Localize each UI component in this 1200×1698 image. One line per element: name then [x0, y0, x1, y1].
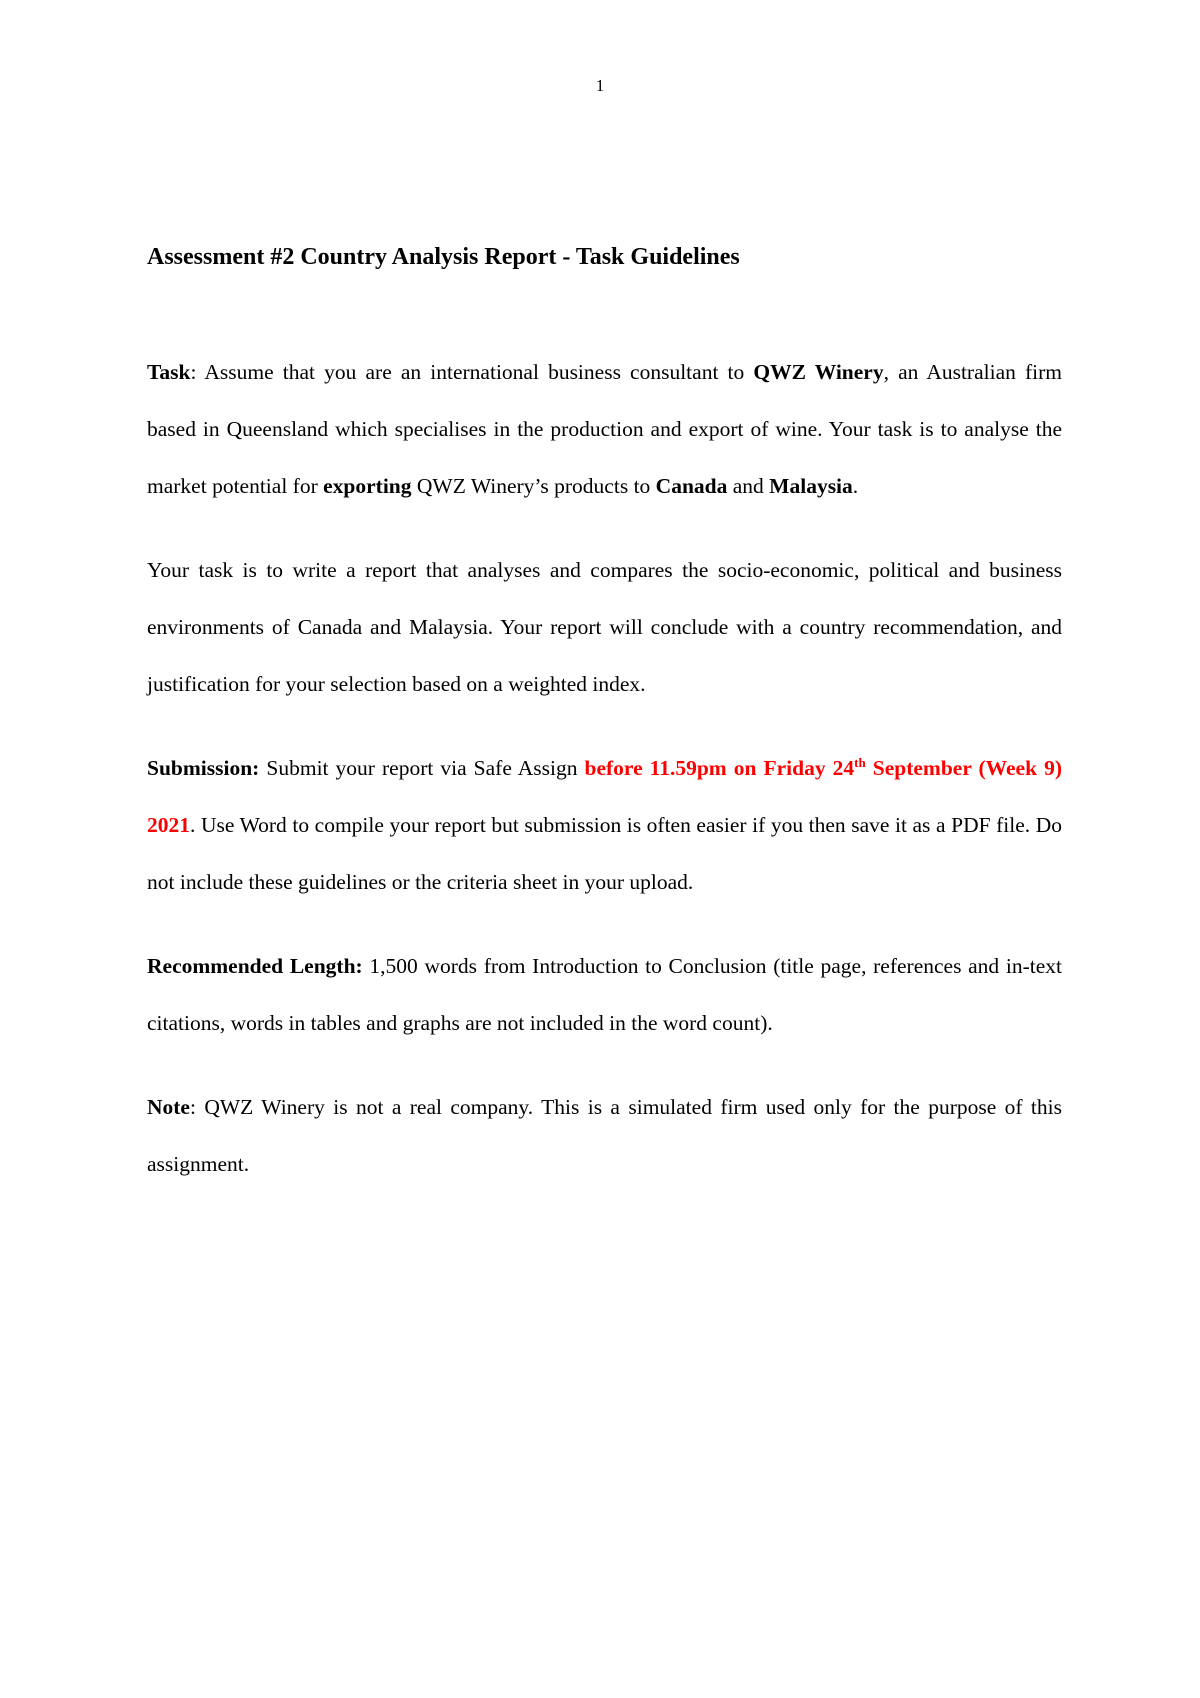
country-malaysia: Malaysia	[769, 474, 853, 498]
note-paragraph	[147, 1079, 1062, 1193]
length-text: 1,500 words from Introduction to Conclusion (title page, references and in-text citations, words in tables and graphs are not included in the word count).	[147, 954, 1062, 1035]
task-text-1: Assume that you are an international business consultant to	[204, 360, 754, 384]
page-number: 1	[595, 76, 605, 95]
deadline-ordinal: th	[854, 755, 866, 770]
note-label: Note	[147, 1095, 190, 1119]
company-name: QWZ Winery	[753, 360, 884, 384]
note-text: : QWZ Winery is not a real company. This is a simulated firm used only for the purpose of this assignment.	[147, 1095, 1062, 1176]
deadline-week: September (Week 9) 2021	[147, 756, 1062, 837]
deadline-date: before 11.59pm on Friday 24	[584, 756, 855, 780]
submission-text-2: . Use Word to compile your report but submission is often easier if you then save it as a PDF file. Do not include these guidelines or the criteria sheet in your upload.	[147, 813, 1062, 894]
document-title: Assessment #2 Country Analysis Report - Task Guidelines	[147, 244, 740, 270]
length-paragraph	[147, 938, 1062, 1052]
task-label: Task	[147, 360, 191, 384]
submission-text-1: Submit your report via Safe Assign	[259, 756, 585, 780]
length-label: Recommended Length:	[147, 954, 363, 978]
task-text-2: , an Australian firm based in Queensland which specialises in the production and export of wine. Your task is to analyse the market potential for	[147, 360, 1063, 498]
task-text-and: and	[727, 474, 770, 498]
exporting-emphasis: exporting	[323, 474, 412, 498]
submission-paragraph	[147, 740, 1062, 911]
task-text-end: .	[852, 474, 859, 498]
task-paragraph-2: Your task is to write a report that analyses and compares the socio-economic, political and business environments of Canada and Malaysia. Your report will conclude with a country recommendation, and justification for your selection based on a weighted index.	[147, 558, 1062, 696]
task-text-sep: :	[190, 360, 205, 384]
task-text-3: QWZ Winery’s products to	[411, 474, 656, 498]
document-body	[147, 344, 1062, 1220]
country-canada: Canada	[655, 474, 728, 498]
task-paragraph	[147, 344, 1062, 515]
submission-label: Submission:	[147, 756, 260, 780]
